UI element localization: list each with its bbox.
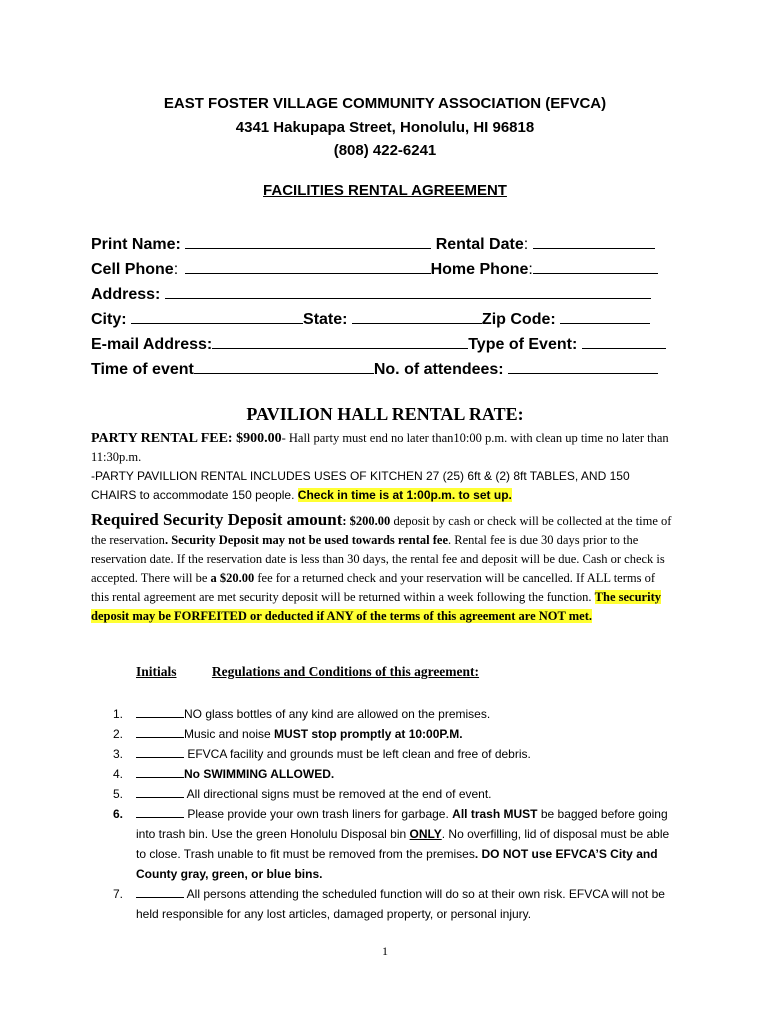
- regulations-list: [91, 704, 671, 924]
- rental-form: [91, 232, 661, 382]
- initials-field[interactable]: [136, 745, 184, 758]
- home-phone-label: Home Phone: [430, 261, 529, 278]
- rule-item: [91, 804, 671, 884]
- rule-item: [91, 884, 671, 924]
- attendees-field[interactable]: [508, 357, 658, 374]
- rule-number: 4.: [113, 767, 124, 781]
- initials-field[interactable]: [136, 785, 184, 798]
- event-time-label: Time of event: [91, 361, 194, 378]
- address-label: Address:: [91, 286, 161, 303]
- rule-text-bold: No SWIMMING ALLOWED.: [184, 767, 335, 781]
- party-fee-label: PARTY RENTAL FEE: $900.00: [91, 431, 282, 446]
- initials-heading: Initials: [136, 664, 177, 679]
- home-phone-field[interactable]: [533, 257, 658, 274]
- rule-text: Please provide your own trash liners for garbage.: [184, 807, 453, 821]
- deposit-text-3: fee for a returned check and your reservation will be cancelled. If ALL terms of this rental agreement are met security deposit will be returned within a week following the function.: [91, 571, 656, 604]
- initials-field[interactable]: [136, 805, 184, 818]
- rule-item: [91, 744, 671, 764]
- cell-phone-colon: :: [173, 261, 179, 278]
- org-name: EAST FOSTER VILLAGE COMMUNITY ASSOCIATION (EFVCA): [163, 95, 607, 112]
- rule-item: [91, 724, 671, 744]
- rule-text: . No overfilling, lid of disposal must be able to close. Trash unable to fit must be removed from the premises: [136, 827, 670, 861]
- form-row-city: [91, 307, 661, 332]
- cell-phone-label: Cell Phone: [91, 261, 174, 278]
- rule-text-bold: ONLY: [409, 827, 442, 841]
- rule-number: 2.: [113, 727, 124, 741]
- includes-text: -PARTY PAVILLION RENTAL INCLUDES USES OF KITCHEN 27 (25) 6ft & (2) 8ft TABLES, AND 150 CHAIRS to accommodate 150 people.: [91, 469, 630, 502]
- deposit-paragraph: [91, 510, 676, 626]
- zip-field[interactable]: [560, 307, 650, 324]
- state-label: State:: [303, 311, 348, 328]
- deposit-text-2: . Rental fee is due 30 days prior to the reservation date. If the reservation date is less than 30 days, the rental fee and deposit will be due. Cash or check is accepted. There will be: [91, 533, 665, 585]
- rule-number: 6.: [113, 807, 124, 821]
- page-number: 1: [382, 944, 388, 958]
- rental-date-label: Rental Date: [435, 236, 524, 253]
- state-field[interactable]: [352, 307, 482, 324]
- deposit-bold-1: . Security Deposit may not be used towards rental fee: [164, 533, 449, 547]
- deposit-bold-2: a $20.00: [210, 571, 255, 585]
- rule-text: All directional signs must be removed at the end of event.: [184, 787, 492, 801]
- rental-date-field[interactable]: [533, 232, 655, 249]
- org-phone: (808) 422-6241: [333, 142, 437, 159]
- rule-text: EFVCA facility and grounds must be left clean and free of debris.: [184, 747, 531, 761]
- print-name-label: Print Name:: [91, 236, 181, 253]
- rule-text: be bagged before going into trash bin. Use the green Honolulu Disposal bin: [136, 807, 668, 841]
- zip-label: Zip Code:: [481, 311, 556, 328]
- form-row-phone: [91, 257, 661, 282]
- rule-text: All persons attending the scheduled function will do so at their own risk. EFVCA will not be held responsible for any lost articles, damaged property, or personal injury.: [136, 887, 665, 921]
- initials-field[interactable]: [136, 705, 184, 718]
- event-time-field[interactable]: [194, 357, 374, 374]
- rental-date-colon: :: [523, 236, 529, 253]
- city-label: City:: [91, 311, 127, 328]
- initials-field[interactable]: [136, 885, 184, 898]
- form-row-address: [91, 282, 661, 307]
- rule-number: 3.: [113, 747, 124, 761]
- checkin-highlight: Check in time is at 1:00p.m. to set up.: [297, 488, 512, 502]
- rental-rate-title: PAVILION HALL RENTAL RATE:: [246, 404, 524, 424]
- rule-number: 5.: [113, 787, 124, 801]
- rule-text-bold: MUST stop promptly at 10:00P.M.: [274, 727, 463, 741]
- party-fee-text: - Hall party must end no later than10:00 p.m. with clean up time no later than 11:30p.m.: [91, 431, 669, 464]
- rule-text-bold: . DO NOT use EFVCA’S City and County gray, green, or blue bins.: [136, 847, 658, 881]
- home-phone-colon: :: [528, 261, 533, 278]
- email-label: E-mail Address:: [91, 336, 213, 353]
- deposit-amount: : $200.00: [342, 514, 391, 528]
- rule-item: [91, 784, 671, 804]
- regulations-heading: [136, 664, 479, 680]
- org-address: 4341 Hakupapa Street, Honolulu, HI 96818: [235, 119, 535, 136]
- print-name-field[interactable]: [185, 232, 431, 249]
- initials-field[interactable]: [136, 725, 184, 738]
- form-row-time: [91, 357, 661, 382]
- rule-number: 7.: [113, 887, 124, 901]
- deposit-text-1: deposit by cash or check will be collected at the time of the reservation: [91, 514, 672, 547]
- attendees-label: No. of attendees:: [373, 361, 504, 378]
- party-fee-paragraph: [91, 429, 676, 467]
- event-type-label: Type of Event:: [468, 336, 578, 353]
- event-type-field[interactable]: [582, 332, 666, 349]
- rule-number: 1.: [113, 707, 124, 721]
- document-title: FACILITIES RENTAL AGREEMENT: [263, 182, 507, 199]
- initials-field[interactable]: [136, 765, 184, 778]
- rule-text: NO glass bottles of any kind are allowed on the premises.: [184, 707, 491, 721]
- cell-phone-field[interactable]: [185, 257, 431, 274]
- includes-paragraph: [91, 467, 676, 505]
- email-field[interactable]: [212, 332, 468, 349]
- rule-text: Music and noise: [184, 727, 275, 741]
- form-row-name: [91, 232, 661, 257]
- rule-item: [91, 764, 671, 784]
- rule-item: [91, 704, 671, 724]
- form-row-email: [91, 332, 661, 357]
- regulations-title: Regulations and Conditions of this agreement:: [211, 664, 480, 679]
- city-field[interactable]: [131, 307, 303, 324]
- rule-text-bold: All trash MUST: [452, 807, 538, 821]
- forfeit-highlight: The security deposit may be FORFEITED or deducted if ANY of the terms of this agreement are NOT met.: [91, 590, 661, 623]
- address-field[interactable]: [165, 282, 651, 299]
- deposit-label: Required Security Deposit amount: [91, 510, 343, 529]
